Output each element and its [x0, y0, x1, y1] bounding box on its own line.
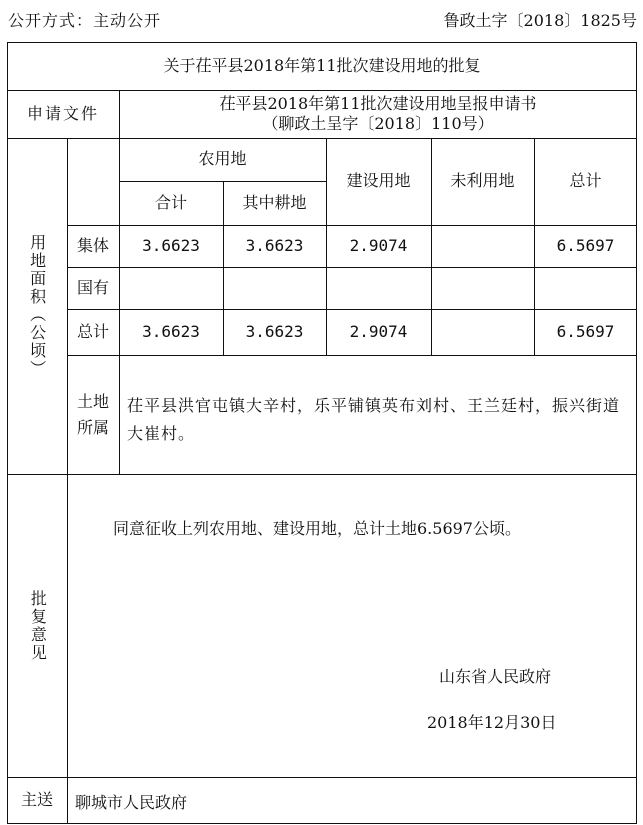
distribution-recipient: 聊城市人民政府 — [75, 793, 188, 812]
approval-text: 同意征收上列农用地、建设用地，总计土地6.5697公顷。 — [113, 519, 521, 538]
approval-label: 批复意见 — [28, 589, 48, 662]
application-document — [119, 90, 637, 138]
collective-cultivated: 3.6623 — [245, 235, 304, 255]
grand-construction: 2.9074 — [349, 321, 408, 341]
collective-total: 6.5697 — [556, 235, 615, 255]
state-total — [534, 267, 637, 309]
state-cultivated — [223, 267, 326, 309]
grand-cultivated: 3.6623 — [245, 321, 304, 341]
approval-date: 2018年12月30日 — [427, 713, 557, 732]
location-label-line2: 所属 — [76, 417, 109, 437]
approval-form-table — [7, 42, 637, 824]
collective-construction: 2.9074 — [349, 235, 408, 255]
collective-farmland-total: 3.6623 — [142, 235, 200, 255]
header-farmland-total: 合计 — [154, 192, 187, 212]
header-farmland: 农用地 — [198, 149, 247, 169]
location-label-line1: 土地 — [76, 391, 109, 411]
header-unused: 未利用地 — [450, 171, 515, 191]
grand-total: 6.5697 — [556, 321, 615, 341]
rule — [67, 355, 637, 356]
location-label — [67, 355, 119, 474]
issuing-authority: 山东省人民政府 — [439, 667, 552, 686]
grand-unused — [431, 309, 534, 355]
rule — [7, 777, 637, 778]
location-text: 茌平县洪官屯镇大辛村，乐平铺镇英布刘村、王兰廷村，振兴街道大崔村。 — [127, 396, 621, 443]
header-cultivated: 其中耕地 — [242, 192, 307, 212]
distribution-label: 主送 — [20, 789, 53, 809]
header-total: 总计 — [569, 171, 602, 191]
land-area-unit-label: 用地面积（公顷） — [27, 234, 47, 378]
rule — [7, 474, 637, 475]
header-construction: 建设用地 — [346, 171, 411, 191]
state-construction — [326, 267, 431, 309]
application-document-title: 茌平县2018年第11批次建设用地呈报申请书 — [219, 94, 537, 113]
state-unused — [431, 267, 534, 309]
approval-label-cell — [7, 474, 67, 777]
land-area-side-label — [7, 138, 67, 474]
application-label: 申请文件 — [26, 103, 99, 123]
document-number: 鲁政土字〔2018〕1825号 — [443, 11, 637, 30]
collective-unused — [431, 225, 534, 267]
disclosure-method: 公开方式：主动公开 — [8, 11, 162, 30]
document-title: 关于茌平县2018年第11批次建设用地的批复 — [163, 55, 481, 75]
application-document-number: （聊政土呈字〔2018〕110号） — [262, 114, 494, 133]
row-label-state-owned: 国有 — [76, 277, 109, 297]
row-label-collective: 集体 — [76, 235, 109, 255]
state-farmland-total — [119, 267, 223, 309]
grand-farmland-total: 3.6623 — [142, 321, 200, 341]
table-border-bottom — [7, 823, 637, 824]
row-label-grand-total: 总计 — [76, 321, 109, 341]
